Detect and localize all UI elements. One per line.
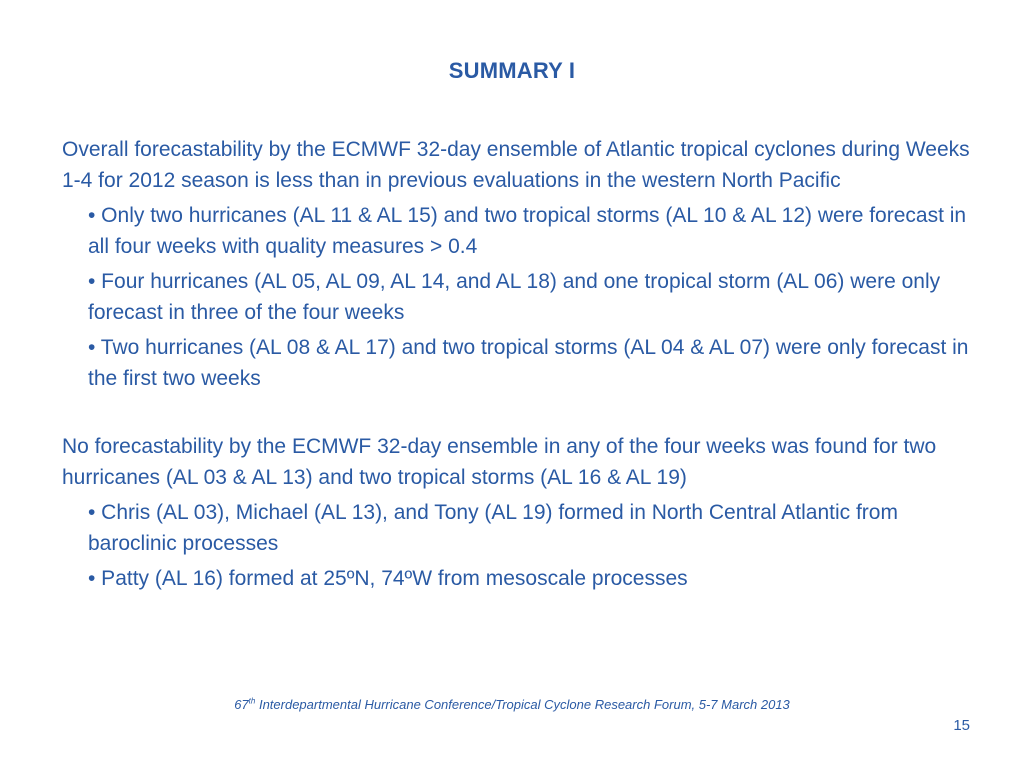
footer-ordinal-suffix: th bbox=[248, 696, 256, 706]
slide-title: SUMMARY I bbox=[448, 58, 576, 83]
bullet-item: • Chris (AL 03), Michael (AL 13), and Tony (AL 19) formed in North Central Atlantic from baroclinic processes bbox=[88, 501, 898, 555]
bullet-item: • Only two hurricanes (AL 11 & AL 15) and two tropical storms (AL 10 & AL 12) were forecast in all four weeks with quality measures > 0.4 bbox=[88, 204, 967, 258]
page-number: 15 bbox=[953, 717, 970, 734]
footer-conference-text: Interdepartmental Hurricane Conference/Tropical Cyclone Research Forum, 5-7 March 2013 bbox=[255, 697, 790, 712]
slide-body bbox=[62, 134, 992, 594]
paragraph-spacer bbox=[62, 394, 992, 431]
bullet-item: • Two hurricanes (AL 08 & AL 17) and two tropical storms (AL 04 & AL 07) were only forecast in the first two weeks bbox=[88, 336, 969, 390]
slide-footer bbox=[0, 697, 1024, 712]
summary-paragraph-forecastability: Overall forecastability by the ECMWF 32-day ensemble of Atlantic tropical cyclones during Weeks 1-4 for 2012 season is less than in previous evaluations in the western North Pacific bbox=[62, 138, 970, 192]
bullet-item: • Four hurricanes (AL 05, AL 09, AL 14, and AL 18) and one tropical storm (AL 06) were only forecast in three of the four weeks bbox=[88, 270, 941, 324]
footer-ordinal: 67 bbox=[234, 697, 249, 712]
bullet-item: • Patty (AL 16) formed at 25ºN, 74ºW from mesoscale processes bbox=[88, 567, 688, 590]
summary-paragraph-no-forecastability: No forecastability by the ECMWF 32-day ensemble in any of the four weeks was found for two hurricanes (AL 03 & AL 13) and two tropical storms (AL 16 & AL 19) bbox=[62, 435, 937, 489]
